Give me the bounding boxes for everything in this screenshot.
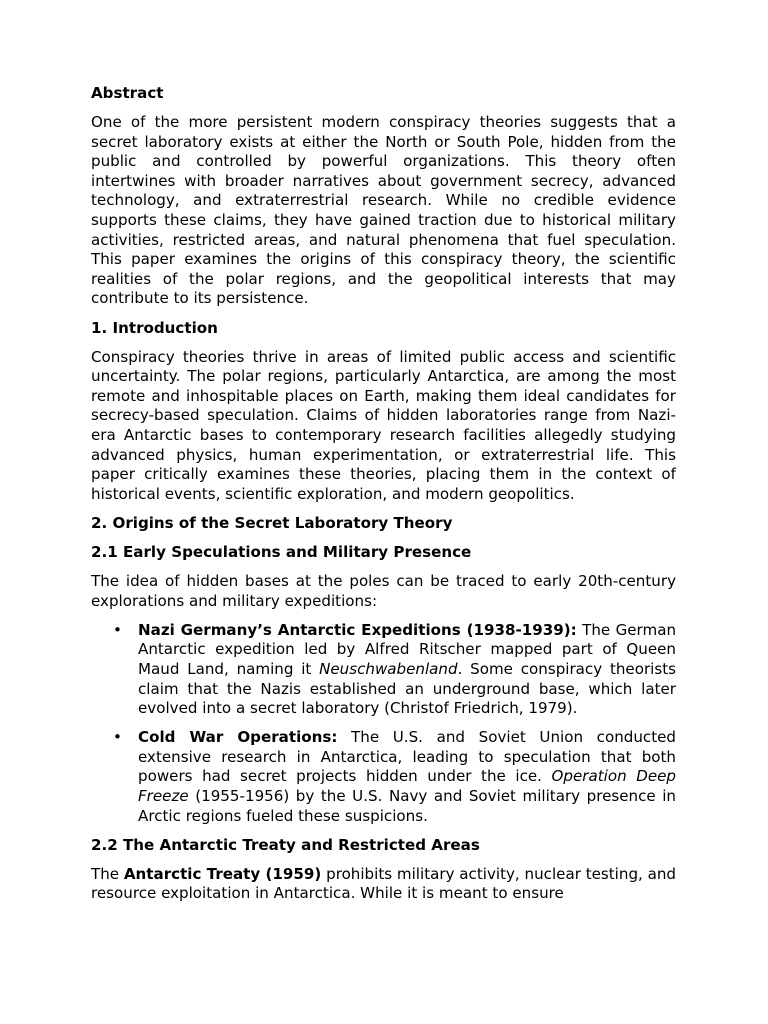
list-item-title: Nazi Germany’s Antarctic Expeditions (1938-1939): bbox=[138, 620, 577, 639]
list-item-title: Cold War Operations: bbox=[138, 728, 338, 747]
antarctic-treaty-heading: 2.2 The Antarctic Treaty and Restricted Areas bbox=[91, 835, 480, 854]
introduction-paragraph: Conspiracy theories thrive in areas of limited public access and scientific uncertainty. The polar regions, particularly Antarctica, are among the most remote and inhospitable places on Earth, making them ideal candidates for secrecy-based speculation. Claims of hidden laboratories range from Nazi-era Antarctic bases to contemporary research facilities allegedly studying advanced physics, human experimentation, or extraterrestrial life. This paper critically examines these theories, placing them in the context of historical events, scientific exploration, and modern geopolitics. bbox=[91, 347, 676, 503]
document-body bbox=[91, 84, 676, 913]
list-item-italic: Operation Deep Freeze bbox=[138, 767, 676, 805]
abstract-paragraph: One of the more persistent modern conspiracy theories suggests that a secret laboratory exists at either the North or South Pole, hidden from the public and controlled by powerful organizations. This theory often intertwines with broader narratives about government secrecy, advanced technology, and extraterrestrial research. While no credible evidence supports these claims, they have gained traction due to historical military activities, restricted areas, and natural phenomena that fuel speculation. This paper examines the origins of this conspiracy theory, the scientific realities of the polar regions, and the geopolitical interests that may contribute to its persistence. bbox=[91, 113, 676, 308]
list-item-italic: Neuschwabenland bbox=[319, 659, 458, 678]
list-item-text: The German Antarctic expedition led by Alfred Ritscher mapped part of Queen Maud Land, naming it bbox=[138, 620, 677, 678]
abstract-heading: Abstract bbox=[91, 84, 164, 102]
early-speculations-intro: The idea of hidden bases at the poles can be traced to early 20th-century explorations and military expeditions: bbox=[91, 572, 676, 610]
treaty-text-rest: prohibits military activity, nuclear testing, and resource exploitation in Antarctica. While it is meant to ensure bbox=[91, 864, 677, 903]
bullet-icon: • bbox=[113, 620, 122, 639]
antarctic-treaty-paragraph bbox=[91, 865, 676, 904]
bullet-icon: • bbox=[113, 728, 122, 747]
list-item-text: The U.S. and Soviet Union conducted extensive research in Antarctica, leading to speculation that both powers had secret projects hidden under the ice. bbox=[138, 728, 676, 786]
introduction-heading: 1. Introduction bbox=[91, 318, 218, 337]
expeditions-list bbox=[91, 621, 676, 826]
early-speculations-heading: 2.1 Early Speculations and Military Presence bbox=[91, 542, 472, 561]
treaty-name: Antarctic Treaty (1959) bbox=[123, 864, 322, 883]
treaty-text-start: The bbox=[91, 864, 124, 883]
list-item bbox=[91, 621, 676, 719]
origins-heading: 2. Origins of the Secret Laboratory Theory bbox=[91, 513, 453, 532]
list-item bbox=[91, 728, 676, 826]
list-item-text-end: . Some conspiracy theorists claim that the Nazis established an underground base, which later evolved into a secret laboratory (Christof Friedrich, 1979). bbox=[138, 659, 676, 718]
list-item-text-end: (1955-1956) by the U.S. Navy and Soviet military presence in Arctic regions fueled these suspicions. bbox=[138, 787, 676, 825]
